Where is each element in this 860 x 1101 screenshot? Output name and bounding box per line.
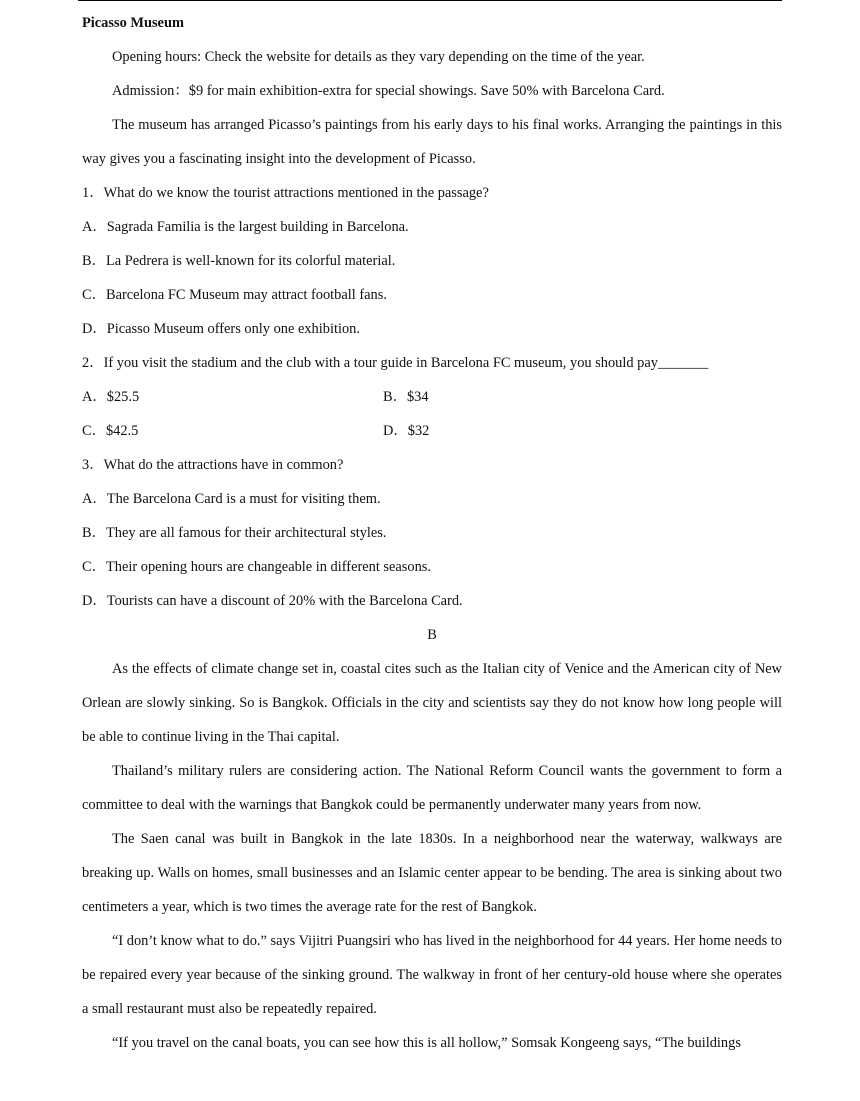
question-1-option-a: A．Sagrada Familia is the largest building in Barcelona. — [82, 219, 409, 235]
question-2-option-b: B．$34 — [383, 389, 429, 405]
question-2-stem: 2．If you visit the stadium and the club with a tour guide in Barcelona FC museum, you should pay_______ — [82, 355, 709, 371]
question-1-stem: 1．What do we know the tourist attractions mentioned in the passage? — [82, 185, 489, 201]
question-3-stem: 3．What do the attractions have in common? — [82, 457, 344, 473]
section-b-paragraph-4: “I don’t know what to do.” says Vijitri Puangsiri who has lived in the neighborhood for 44 years. Her home needs to be repaired every year because of the sinking ground. The walkway in front of her century-old house where she operates a small restaurant must also be repeatedly repaired. — [82, 933, 782, 1017]
question-3-option-c: C．Their opening hours are changeable in different seasons. — [82, 559, 431, 575]
section-b-paragraph-1: As the effects of climate change set in, coastal cites such as the Italian city of Venice and the American city of New Orlean are slowly sinking. So is Bangkok. Officials in the city and scientists say they do not know how long people will be able to continue living in the Thai capital. — [82, 661, 782, 745]
question-1-option-d: D．Picasso Museum offers only one exhibition. — [82, 321, 360, 337]
top-rule — [78, 0, 782, 1]
section-b-paragraph-3: The Saen canal was built in Bangkok in the late 1830s. In a neighborhood near the waterway, walkways are breaking up. Walls on homes, small businesses and an Islamic center appear to be bending. The area is sinking about two centimeters a year, which is two times the average rate for the rest of Bangkok. — [82, 831, 782, 915]
question-2-option-d: D．$32 — [383, 423, 430, 439]
question-2-options-row-2 — [82, 414, 782, 448]
picasso-hours: Opening hours: Check the website for details as they vary depending on the time of the year. — [112, 49, 645, 65]
picasso-admission: Admission：$9 for main exhibition-extra for special showings. Save 50% with Barcelona Card. — [112, 83, 665, 99]
question-3-option-b: B．They are all famous for their architectural styles. — [82, 525, 387, 541]
section-b-paragraph-5: “If you travel on the canal boats, you can see how this is all hollow,” Somsak Kongeeng says, “The buildings — [112, 1035, 741, 1051]
question-1-option-c: C．Barcelona FC Museum may attract football fans. — [82, 287, 387, 303]
question-3-option-d: D．Tourists can have a discount of 20% with the Barcelona Card. — [82, 593, 463, 609]
question-1-option-b: B．La Pedrera is well-known for its colorful material. — [82, 253, 396, 269]
picasso-heading: Picasso Museum — [82, 15, 184, 31]
picasso-description: The museum has arranged Picasso’s paintings from his early days to his final works. Arranging the paintings in this way gives you a fascinating insight into the development of Picasso. — [82, 117, 782, 167]
section-b-paragraph-2: Thailand’s military rulers are considering action. The National Reform Council wants the government to form a committee to deal with the warnings that Bangkok could be permanently underwater many years from now. — [82, 763, 782, 813]
section-b-label: B — [427, 627, 437, 643]
question-2-option-c: C．$42.5 — [82, 423, 139, 439]
document-page — [82, 6, 782, 1060]
question-2-options-row-1 — [82, 380, 782, 414]
question-3-option-a: A．The Barcelona Card is a must for visiting them. — [82, 491, 381, 507]
question-2-option-a: A．$25.5 — [82, 389, 140, 405]
